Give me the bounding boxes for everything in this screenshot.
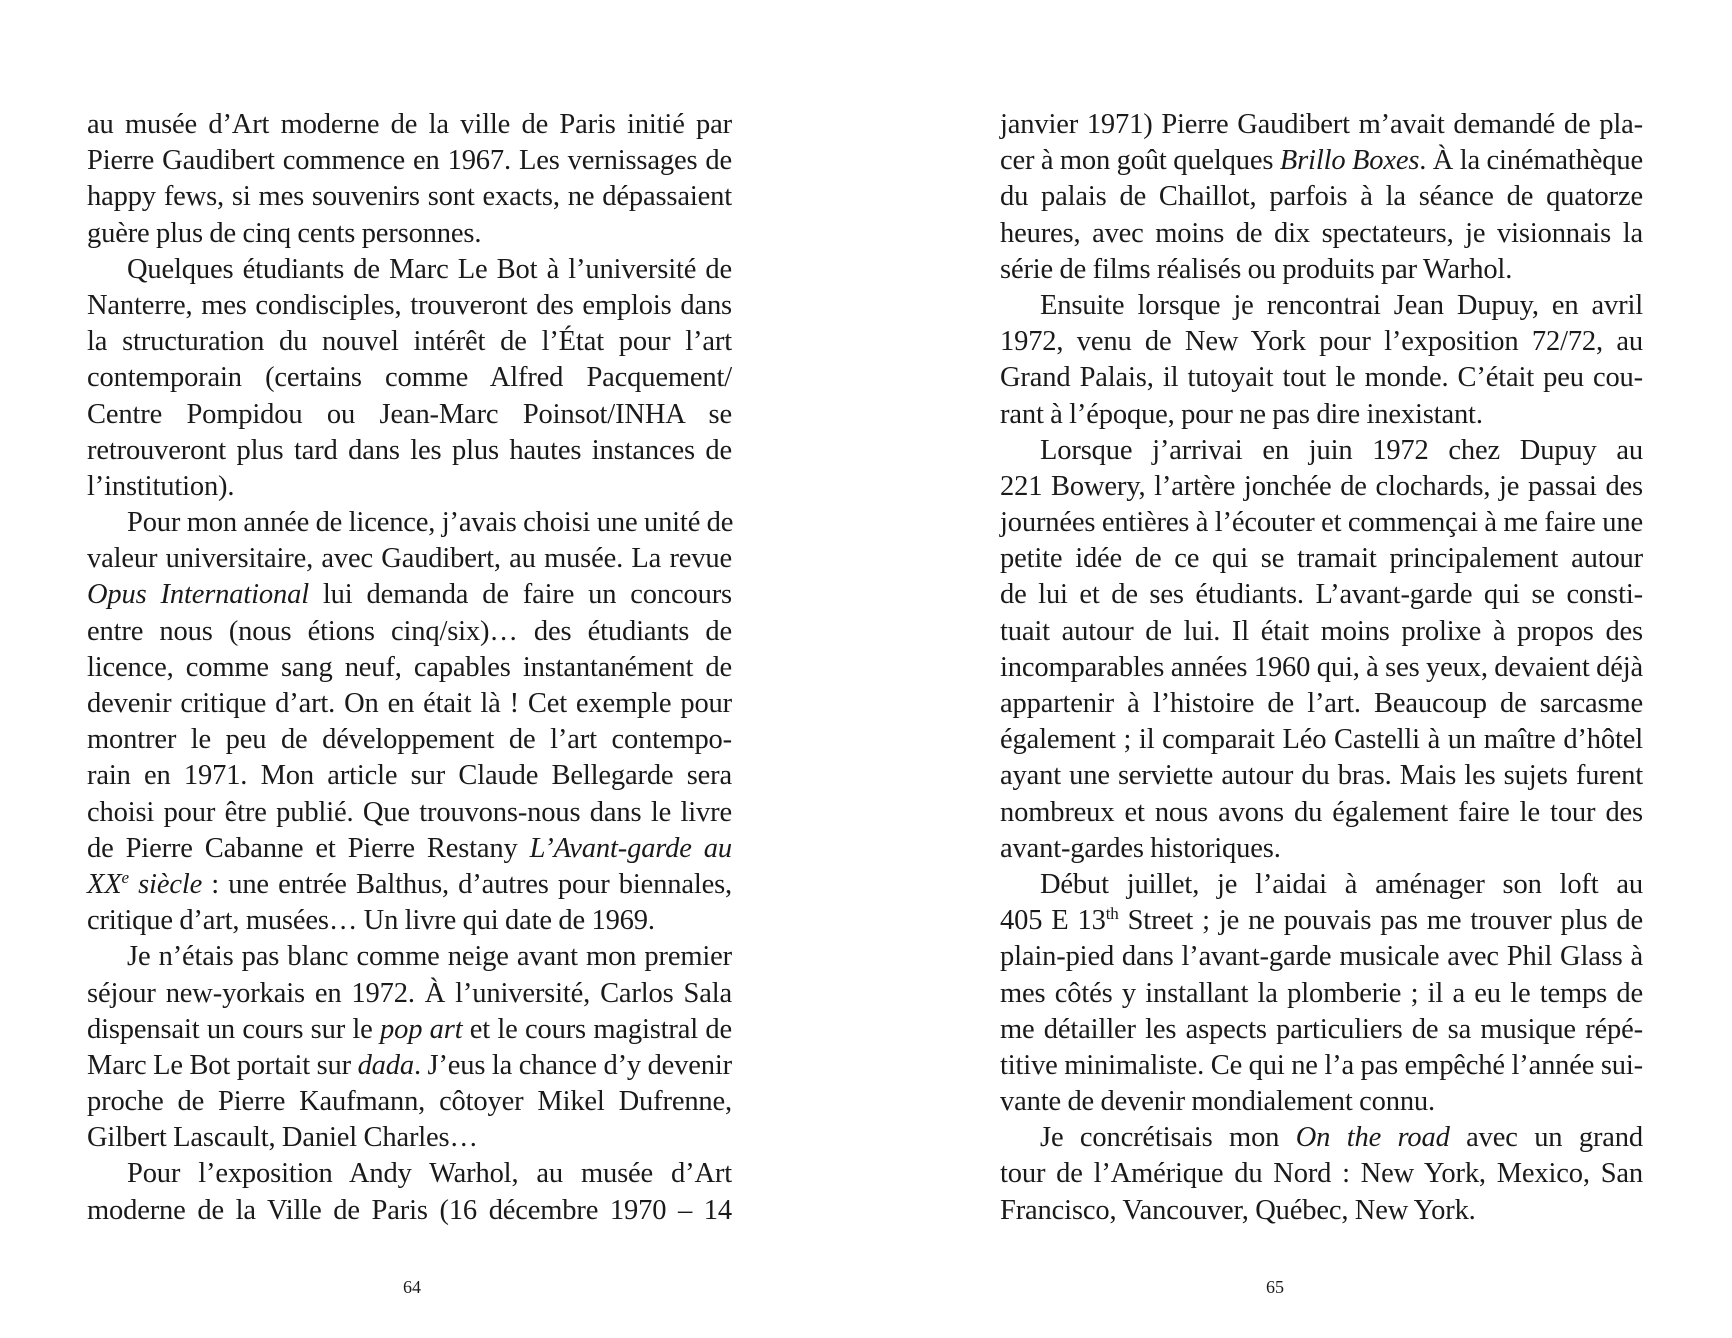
text-line	[87, 1048, 732, 1084]
text-line	[87, 179, 732, 215]
text-line	[1000, 1156, 1643, 1192]
text-segment: rain en 1971. Mon article sur Claude Bellegarde sera	[87, 760, 732, 792]
italic-text: dada	[357, 1049, 414, 1081]
text-line	[87, 722, 732, 758]
left-page-text-column	[87, 107, 732, 1229]
italic-text: On the road	[1295, 1122, 1450, 1154]
text-segment: montrer le peu de développement de l’art contempo-	[87, 724, 732, 756]
text-segment: Je concrétisais mon	[1040, 1122, 1296, 1154]
italic-text: pop art	[380, 1013, 463, 1045]
text-segment: 1972, venu de New York pour l’exposition 72/72, au	[1000, 326, 1643, 358]
text-segment: Lorsque j’arrivai en juin 1972 chez Dupuy au	[1040, 434, 1643, 466]
text-segment: séjour new-yorkais en 1972. À l’université, Carlos Sala	[87, 977, 732, 1009]
text-line	[1000, 324, 1643, 360]
text-line	[1000, 722, 1643, 758]
text-line	[1000, 686, 1643, 722]
text-segment: cer à mon goût quelques	[1000, 145, 1280, 177]
text-segment: journées entières à l’écouter et commençai à me faire une	[1000, 507, 1643, 539]
text-line	[1000, 650, 1643, 686]
text-line	[87, 867, 732, 903]
text-segment: proche de Pierre Kaufmann, côtoyer Mikel Dufrenne,	[87, 1086, 732, 1118]
text-line	[1000, 867, 1643, 903]
text-segment: me détailler les aspects particuliers de sa musique répé-	[1000, 1013, 1643, 1045]
text-line	[87, 976, 732, 1012]
text-line	[1000, 795, 1643, 831]
text-segment: l’institution).	[87, 470, 235, 502]
text-segment: plain-pied dans l’avant-garde musicale avec Phil Glass à	[1000, 941, 1643, 973]
text-segment: Pierre Gaudibert commence en 1967. Les vernissages de	[87, 145, 732, 177]
text-line	[1000, 541, 1643, 577]
text-line	[87, 324, 732, 360]
text-line	[1000, 614, 1643, 650]
text-line	[87, 216, 732, 252]
text-segment: Grand Palais, il tutoyait tout le monde. C’était peu cou-	[1000, 362, 1643, 394]
text-line	[87, 1012, 732, 1048]
text-segment: du palais de Chaillot, parfois à la séance de quatorze	[1000, 181, 1643, 213]
text-line	[1000, 976, 1643, 1012]
text-line	[87, 360, 732, 396]
text-segment: Francisco, Vancouver, Québec, New York.	[1000, 1194, 1476, 1226]
text-segment: choisi pour être publié. Que trouvons-nous dans le livre	[87, 796, 732, 828]
text-segment: ayant une serviette autour du bras. Mais les sujets furent	[1000, 760, 1643, 792]
text-segment: Pour mon année de licence, j’avais choisi une unité de	[127, 507, 734, 539]
text-line	[87, 1120, 732, 1156]
text-line	[1000, 397, 1643, 433]
text-segment: entre nous (nous étions cinq/six)… des étudiants de	[87, 615, 732, 647]
text-segment: mes côtés y installant la plomberie ; il a eu le temps de	[1000, 977, 1643, 1009]
text-line	[1000, 1084, 1643, 1120]
text-line	[1000, 107, 1643, 143]
text-line	[1000, 252, 1643, 288]
text-segment: tuait autour de lui. Il était moins prolixe à propos des	[1000, 615, 1643, 647]
text-line	[1000, 577, 1643, 613]
text-segment: tour de l’Amérique du Nord : New York, Mexico, San	[1000, 1158, 1643, 1190]
text-line	[87, 1156, 732, 1192]
text-segment: incomparables années 1960 qui, à ses yeux, devaient déjà	[1000, 651, 1643, 683]
text-line	[87, 397, 732, 433]
text-segment: retrouveront plus tard dans les plus hautes instances de	[87, 434, 732, 466]
right-page	[866, 0, 1732, 1338]
text-line	[1000, 216, 1643, 252]
text-segment: lui demanda de faire un concours	[308, 579, 732, 611]
text-segment: titive minimaliste. Ce qui ne l’a pas empêché l’année sui-	[1000, 1049, 1643, 1081]
page-number-left: 64	[403, 1277, 421, 1297]
text-line	[87, 252, 732, 288]
text-line	[1000, 143, 1643, 179]
text-segment: Street ; je ne pouvais pas me trouver plus de	[1118, 905, 1643, 937]
text-line	[87, 1193, 732, 1229]
text-segment: heures, avec moins de dix spectateurs, je visionnais la	[1000, 217, 1643, 249]
text-segment: avant-gardes historiques.	[1000, 832, 1281, 864]
text-line	[1000, 1193, 1643, 1229]
text-segment: moderne de la Ville de Paris (16 décembre 1970 – 14	[87, 1194, 732, 1226]
text-line	[87, 831, 732, 867]
text-line	[87, 650, 732, 686]
text-line	[87, 469, 732, 505]
text-segment: contemporain (certains comme Alfred Pacquement/	[87, 362, 732, 394]
text-segment: de Pierre Cabanne et Pierre Restany	[87, 832, 530, 864]
text-line	[1000, 1048, 1643, 1084]
superscript-text: th	[1105, 904, 1119, 924]
text-line	[1000, 179, 1643, 215]
text-segment: la structuration du nouvel intérêt de l’État pour l’art	[87, 326, 732, 358]
text-segment: Gilbert Lascault, Daniel Charles…	[87, 1122, 478, 1154]
text-line	[1000, 1012, 1643, 1048]
text-segment: également ; il comparait Léo Castelli à un maître d’hôtel	[1000, 724, 1643, 756]
text-segment: vante de devenir mondialement connu.	[1000, 1086, 1435, 1118]
italic-text: Opus International	[87, 579, 309, 611]
text-segment: Nanterre, mes condisciples, trouveront des emplois dans	[87, 289, 732, 321]
text-segment: Centre Pompidou ou Jean-Marc Poinsot/INHA se	[87, 398, 732, 430]
text-line	[87, 433, 732, 469]
text-segment: guère plus de cinq cents personnes.	[87, 217, 482, 249]
text-line	[87, 505, 732, 541]
text-segment: happy fews, si mes souvenirs sont exacts, ne dépassaient	[87, 181, 732, 213]
text-line	[1000, 1120, 1643, 1156]
text-segment: petite idée de ce qui se tramait principalement autour	[1000, 543, 1643, 575]
text-segment: 221 Bowery, l’artère jonchée de clochards, je passai des	[1000, 470, 1643, 502]
italic-text: XX	[87, 868, 122, 900]
text-line	[1000, 758, 1643, 794]
italic-text: L’Avant-garde au	[529, 832, 732, 864]
text-line	[87, 939, 732, 975]
text-line	[1000, 903, 1643, 939]
text-segment: janvier 1971) Pierre Gaudibert m’avait demandé de pla-	[1000, 109, 1643, 140]
text-segment: dispensait un cours sur le	[87, 1013, 381, 1045]
text-line	[87, 795, 732, 831]
text-segment: valeur universitaire, avec Gaudibert, au musée. La revue	[87, 543, 732, 575]
text-line	[1000, 433, 1643, 469]
text-line	[87, 686, 732, 722]
text-segment: et le cours magistral de	[462, 1013, 732, 1045]
text-segment: . À la cinémathèque	[1419, 145, 1643, 177]
text-line	[87, 903, 732, 939]
text-segment: : une entrée Balthus, d’autres pour biennales,	[202, 868, 732, 900]
text-segment: critique d’art, musées… Un livre qui date de 1969.	[87, 905, 655, 937]
text-line	[87, 577, 732, 613]
text-segment: Marc Le Bot portait sur	[87, 1049, 358, 1081]
italic-text: siècle	[128, 868, 203, 900]
page-number-right: 65	[1266, 1277, 1284, 1297]
text-segment: licence, comme sang neuf, capables instantanément de	[87, 651, 732, 683]
text-segment: devenir critique d’art. On en était là ! Cet exemple pour	[87, 688, 732, 719]
right-page-text-column	[1000, 107, 1643, 1229]
text-line	[1000, 505, 1643, 541]
text-segment: nombreux et nous avons du également faire le tour des	[1000, 796, 1643, 828]
text-segment: Début juillet, je l’aidai à aménager son loft au	[1040, 868, 1643, 900]
text-segment: au musée d’Art moderne de la ville de Paris initié par	[87, 109, 732, 140]
text-line	[87, 107, 732, 143]
text-segment: avec un grand	[1449, 1122, 1643, 1154]
text-segment: . J’eus la chance d’y devenir	[413, 1049, 732, 1081]
text-line	[87, 541, 732, 577]
text-line	[1000, 831, 1643, 867]
text-segment: rant à l’époque, pour ne pas dire inexistant.	[1000, 398, 1483, 430]
text-segment: Quelques étudiants de Marc Le Bot à l’université de	[127, 253, 732, 285]
text-segment: Je n’étais pas blanc comme neige avant mon premier	[127, 941, 732, 973]
text-line	[87, 288, 732, 324]
text-line	[1000, 469, 1643, 505]
text-segment: appartenir à l’histoire de l’art. Beaucoup de sarcasme	[1000, 688, 1643, 719]
text-line	[1000, 288, 1643, 324]
text-segment: de lui et de ses étudiants. L’avant-garde qui se consti-	[1000, 579, 1643, 611]
text-segment: série de films réalisés ou produits par Warhol.	[1000, 253, 1513, 285]
text-line	[87, 1084, 732, 1120]
text-line	[87, 143, 732, 179]
text-line	[87, 614, 732, 650]
text-segment: Pour l’exposition Andy Warhol, au musée d’Art	[127, 1158, 732, 1190]
text-segment: Ensuite lorsque je rencontrai Jean Dupuy, en avril	[1040, 289, 1643, 321]
superscript-text: e	[121, 867, 129, 887]
text-line	[87, 758, 732, 794]
text-line	[1000, 939, 1643, 975]
italic-text: Brillo Boxes	[1279, 145, 1420, 177]
text-segment: 405 E 13	[1000, 905, 1106, 937]
text-line	[1000, 360, 1643, 396]
